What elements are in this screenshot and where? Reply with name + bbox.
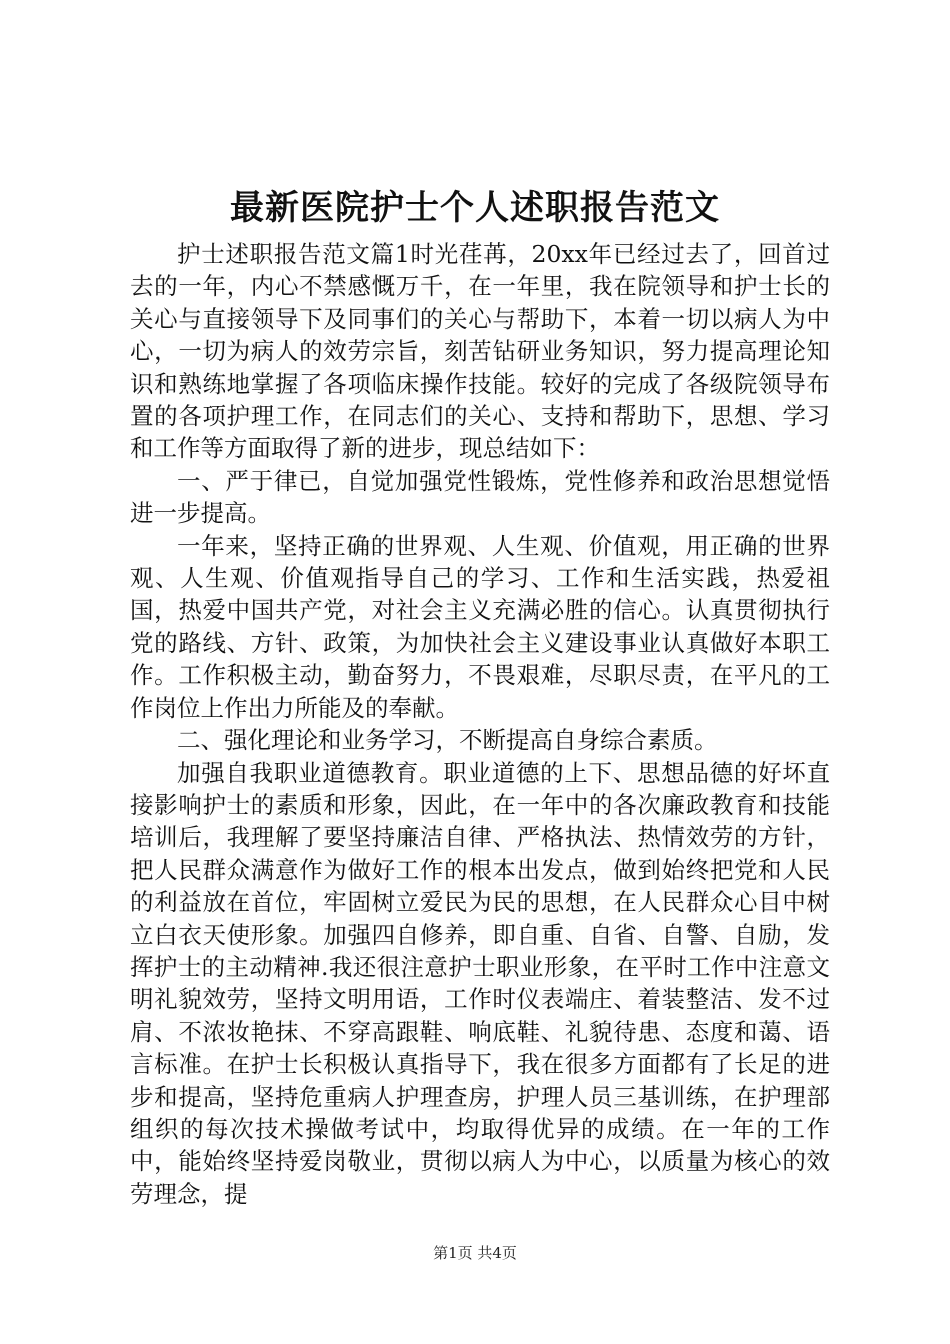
- paragraph-political: 一年来，坚持正确的世界观、人生观、价值观，用正确的世界观、人生观、价值观指导自己的学习、工作和生活实践，热爱祖国，热爱中国共产党，对社会主义充满必胜的信心。认真贯彻执行党的路线、方针、政策，为加快社会主义建设事业认真做好本职工作。工作积极主动，勤奋努力，不畏艰难，尽职尽责，在平凡的工作岗位上作出力所能及的奉献。: [130, 531, 830, 722]
- page-footer: 第1页 共4页: [433, 1244, 517, 1262]
- paragraph-intro: 护士述职报告范文篇1时光荏苒，20xx年已经过去了，回首过去的一年，内心不禁感慨万千，在一年里，我在院领导和护士长的关心与直接领导下及同事们的关心与帮助下，本着一切以病人为中心，一切为病人的效劳宗旨，刻苦钻研业务知识，努力提高理论知识和熟练地掌握了各项临床操作技能。较好的完成了各级院领导布置的各项护理工作，在同志们的关心、支持和帮助下，思想、学习和工作等方面取得了新的进步，现总结如下：: [130, 240, 830, 463]
- document-body: [130, 238, 830, 1210]
- paragraph-ethics: 加强自我职业道德教育。职业道德的上下、思想品德的好坏直接影响护士的素质和形象，因此，在一年中的各次廉政教育和技能培训后，我理解了要坚持廉洁自律、严格执法、热情效劳的方针，把人民群众满意作为做好工作的根本出发点，做到始终把党和人民的利益放在首位，牢固树立爱民为民的思想，在人民群众心目中树立白衣天使形象。加强四自修养，即自重、自省、自警、自励，发挥护士的主动精神.我还很注意护士职业形象，在平时工作中注意文明礼貌效劳，坚持文明用语，工作时仪表端庄、着装整洁、发不过肩、不浓妆艳抹、不穿高跟鞋、响底鞋、礼貌待患、态度和蔼、语言标准。在护士长积极认真指导下，我在很多方面都有了长足的进步和提高，坚持危重病人护理查房，护理人员三基训练，在护理部组织的每次技术操做考试中，均取得优异的成绩。在一年的工作中，能始终坚持爱岗敬业，贯彻以病人为中心，以质量为核心的效劳理念，提: [130, 758, 830, 1208]
- paragraph-heading-2: 二、强化理论和业务学习，不断提高自身综合素质。: [177, 726, 718, 755]
- paragraph-heading-1: 一、严于律已，自觉加强党性锻炼，党性修养和政治思想觉悟进一步提高。: [130, 466, 830, 528]
- document-title: 最新医院护士个人述职报告范文: [230, 188, 720, 228]
